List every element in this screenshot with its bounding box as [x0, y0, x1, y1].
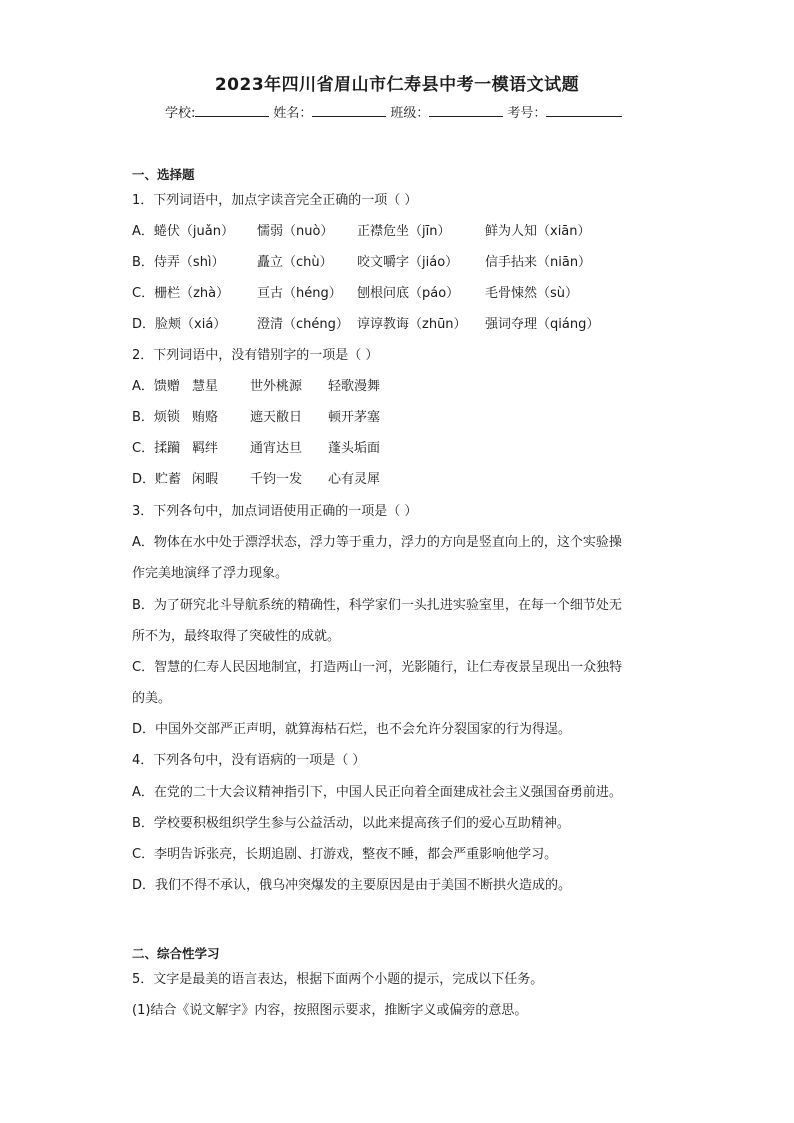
question-3-option-c-line-1: C．智慧的仁寿人民因地制宜，打造两山一河，光影随行，让仁寿夜景呈现出一众独特 — [132, 660, 623, 675]
class-blank — [429, 104, 503, 117]
question-3-stem: 3．下列各句中，加点词语使用正确的一项是（ ） — [132, 504, 418, 519]
question-1-option-c: C．栅栏（zhà） 亘古（héng） 刨根问底（páo） 毛骨悚然（sù） — [132, 286, 579, 301]
question-5-stem: 5．文字是最美的语言表达，根据下面两个小题的提示，完成以下任务。 — [132, 972, 544, 987]
question-1-option-a: A．蜷伏（juǎn） 懦弱（nuò） 正襟危坐（jīn） 鲜为人知（xiān） — [132, 224, 591, 239]
school-blank — [195, 104, 269, 117]
question-4-option-b: B．学校要积极组织学生参与公益活动，以此来提高孩子们的爱心互助精神。 — [132, 816, 570, 831]
question-4-stem: 4．下列各句中，没有语病的一项是（ ） — [132, 753, 366, 768]
name-label: 姓名： — [273, 106, 313, 121]
question-3-option-c-line-2: 的美。 — [132, 691, 172, 706]
question-3-option-d: D．中国外交部严正声明，就算海枯石烂，也不会允许分裂国家的行为得逞。 — [132, 722, 572, 737]
number-label: 考号： — [507, 106, 547, 121]
question-3-option-a-line-1: A．物体在水中处于漂浮状态，浮力等于重力，浮力的方向是竖直向上的，这个实验操 — [132, 535, 622, 550]
question-2-option-d: D．贮蓄 闲暇 千钧一发 心有灵犀 — [132, 472, 381, 487]
page-title: 2023年四川省眉山市仁寿县中考一模语文试题 — [214, 75, 580, 95]
class-label: 班级： — [390, 106, 430, 121]
question-1-option-d: D．脸颊（xiá） 澄清（chéng） 谆谆教诲（zhūn） 强词夺理（qiáng） — [132, 317, 600, 332]
number-blank — [546, 104, 622, 117]
question-5-part-1: (1)结合《说文解字》内容，按照图示要求，推断字义或偏旁的意思。 — [132, 1003, 528, 1018]
question-2-option-c: C．揉躏 羁绊 通宵达旦 蓬头垢面 — [132, 441, 381, 456]
question-4-option-a: A．在党的二十大会议精神指引下，中国人民正向着全面建成社会主义强国奋勇前进。 — [132, 785, 622, 800]
question-3-option-b-line-1: B．为了研究北斗导航系统的精确性，科学家们一头扎进实验室里，在每一个细节处无 — [132, 598, 622, 613]
school-label: 学校: — [165, 106, 196, 121]
student-info-row — [165, 102, 626, 121]
question-2-option-b: B．烦锁 贿赂 遮天敝日 顿开茅塞 — [132, 410, 381, 425]
question-3-option-b-line-2: 所不为，最终取得了突破性的成就。 — [132, 629, 341, 644]
section-heading-2: 二、综合性学习 — [132, 946, 220, 961]
question-4-option-c: C．李明告诉张亮，长期追剧、打游戏，整夜不睡，都会严重影响他学习。 — [132, 847, 558, 862]
name-blank — [312, 104, 386, 117]
question-2-option-a: A．馈赠 慧星 世外桃源 轻歌漫舞 — [132, 379, 381, 394]
question-1-stem: 1．下列词语中，加点字读音完全正确的一项（ ） — [132, 193, 418, 208]
question-1-option-b: B．侍弄（shì） 矗立（chù） 咬文嚼字（jiáo） 信手拈来（niān） — [132, 255, 592, 270]
question-3-option-a-line-2: 作完美地演绎了浮力现象。 — [132, 566, 289, 581]
section-heading-1: 一、选择题 — [132, 167, 195, 182]
question-2-stem: 2．下列词语中，没有错别字的一项是（ ） — [132, 348, 379, 363]
question-4-option-d: D．我们不得不承认，俄乌冲突爆发的主要原因是由于美国不断拱火造成的。 — [132, 878, 572, 893]
